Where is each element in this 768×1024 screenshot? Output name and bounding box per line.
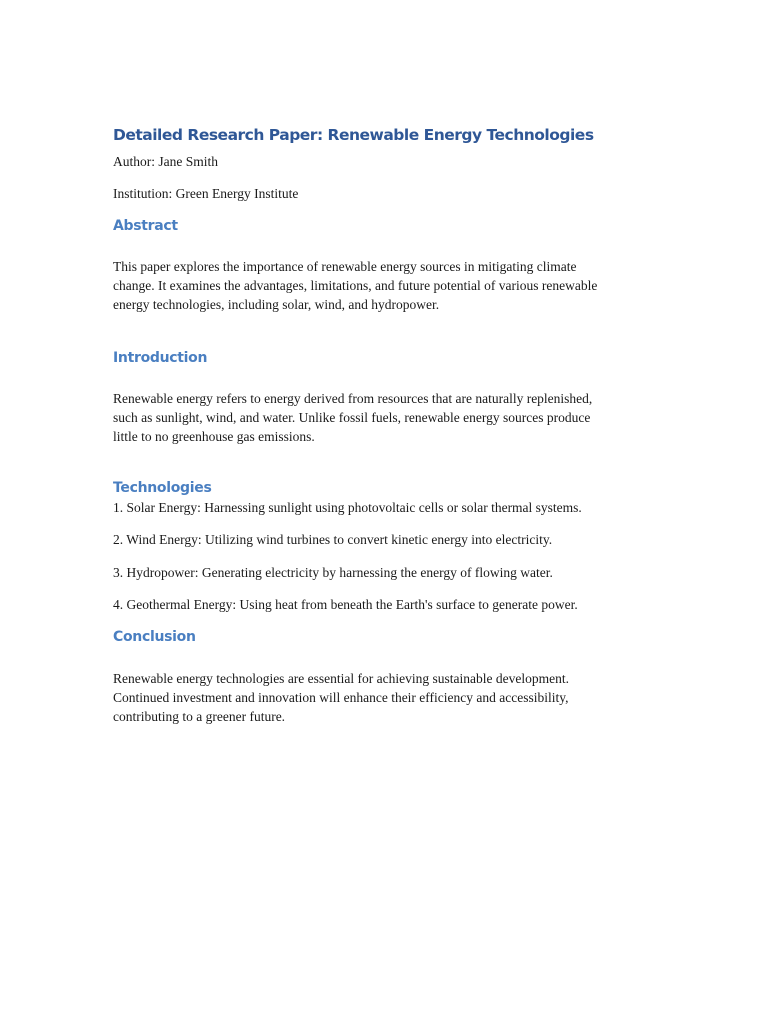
introduction-line: little to no greenhouse gas emissions. (113, 429, 315, 445)
introduction-line: such as sunlight, wind, and water. Unlike fossil fuels, renewable energy sources produce (113, 409, 591, 425)
conclusion-line: contributing to a greener future. (113, 709, 286, 725)
conclusion-line: Renewable energy technologies are essential for achieving sustainable development. (113, 671, 569, 687)
institution-line: Institution: Green Energy Institute (113, 186, 299, 201)
abstract-line: This paper explores the importance of renewable energy sources in mitigating climate (113, 259, 577, 274)
introduction-paragraph (113, 389, 653, 447)
document-title: Detailed Research Paper: Renewable Energy Technologies (113, 126, 594, 144)
abstract-line: change. It examines the advantages, limitations, and future potential of various renewable (113, 278, 598, 294)
technology-item-solar: 1. Solar Energy: Harnessing sunlight using photovoltaic cells or solar thermal systems. (113, 500, 582, 516)
technology-item-geothermal: 4. Geothermal Energy: Using heat from beneath the Earth's surface to generate power. (113, 596, 578, 612)
introduction-line: Renewable energy refers to energy derived from resources that are naturally replenished, (113, 390, 593, 406)
conclusion-line: Continued investment and innovation will enhance their efficiency and accessibility, (113, 690, 569, 706)
abstract-line: energy technologies, including solar, wind, and hydropower. (113, 297, 440, 313)
conclusion-paragraph (113, 669, 653, 727)
abstract-paragraph (113, 257, 653, 315)
author-line: Author: Jane Smith (113, 154, 218, 169)
abstract-heading: Abstract (113, 218, 178, 234)
technology-item-hydropower: 3. Hydropower: Generating electricity by harnessing the energy of flowing water. (113, 564, 553, 580)
technology-item-wind: 2. Wind Energy: Utilizing wind turbines to convert kinetic energy into electricity. (113, 532, 553, 548)
technologies-heading: Technologies (113, 480, 212, 497)
conclusion-heading: Conclusion (113, 629, 196, 646)
introduction-heading: Introduction (113, 349, 208, 366)
document-body (113, 124, 653, 727)
